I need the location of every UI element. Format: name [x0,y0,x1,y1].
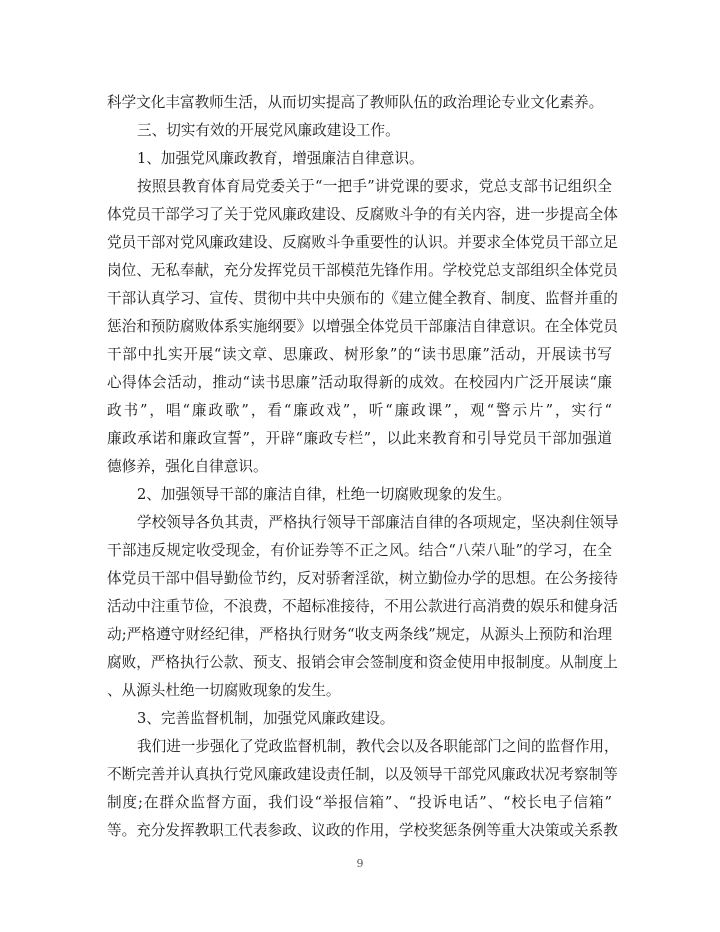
document-body [107,89,619,845]
text-line: 、从源头杜绝一切腐败现象的发生。 [107,682,341,699]
text-line: 科学文化丰富教师生活，从而切实提高了教师队伍的政治理论专业文化素养。 [107,94,604,111]
text-line: 等。充分发挥教职工代表参政、议政的作用，学校奖惩条例等重大决策或关系教 [107,822,618,839]
text-line: 2、加强领导干部的廉洁自律，杜绝一切腐败现象的发生。 [137,486,512,503]
text-line: 心得体会活动，推动“读书思廉”活动取得新的成效。在校园内广泛开展读“廉 [107,374,612,391]
text-line: 制度;在群众监督方面，我们设“举报信箱”、“投诉电话”、“校长电子信箱” [107,794,612,811]
text-line: 政书”，唱“廉政歌”，看“廉政戏”，听“廉政课”，观“警示片”，实行“ [107,402,612,419]
text-line: 动;严格遵守财经纪律，严格执行财务“收支两条线”规定，从源头上预防和治理 [107,626,612,643]
text-line: 德修养，强化自律意识。 [107,458,268,475]
text-line: 不断完善并认真执行党风廉政建设责任制，以及领导干部党风廉政状况考察制等 [107,766,618,783]
text-line: 三、切实有效的开展党风廉政建设工作。 [137,122,400,139]
text-line: 干部违反规定收受现金，有价证券等不正之风。结合“八荣八耻”的学习，在全 [107,542,612,559]
text-line: 3、完善监督机制，加强党风廉政建设。 [137,710,395,727]
text-line: 我们进一步强化了党政监督机制，教代会以及各职能部门之间的监督作用， [137,738,619,755]
text-line: 干部认真学习、宣传、贯彻中共中央颁布的《建立健全教育、制度、监督并重的 [107,290,618,307]
text-line: 廉政承诺和廉政宣誓”，开辟“廉政专栏”，以此来教育和引导党员干部加强道 [107,430,612,447]
text-line: 体党员干部学习了关于党风廉政建设、反腐败斗争的有关内容，进一步提高全体 [107,206,618,223]
text-line: 岗位、无私奉献，充分发挥党员干部模范先锋作用。学校党总支部组织全体党员 [107,262,618,279]
text-line: 学校领导各负其责，严格执行领导干部廉洁自律的各项规定，坚决刹住领导 [137,514,619,531]
text-line: 活动中注重节俭，不浪费，不超标准接待，不用公款进行高消费的娱乐和健身活 [107,598,618,615]
text-line: 按照县教育体育局党委关于“一把手”讲党课的要求，党总支部书记组织全 [137,178,612,195]
text-line: 干部中扎实开展“读文章、思廉政、树形象”的“读书思廉”活动，开展读书写 [107,346,612,363]
text-line: 党员干部对党风廉政建设、反腐败斗争重要性的认识。并要求全体党员干部立足 [107,234,618,251]
text-line: 体党员干部中倡导勤俭节约，反对骄奢淫欲，树立勤俭办学的思想。在公务接待 [107,570,618,587]
page-number: 9 [356,857,364,870]
text-line: 腐败，严格执行公款、预支、报销会审会签制度和资金使用申报制度。从制度上 [107,654,618,671]
text-line: 1、加强党风廉政教育，增强廉洁自律意识。 [137,150,424,167]
text-line: 惩治和预防腐败体系实施纲要》以增强全体党员干部廉洁自律意识。在全体党员 [107,318,618,335]
